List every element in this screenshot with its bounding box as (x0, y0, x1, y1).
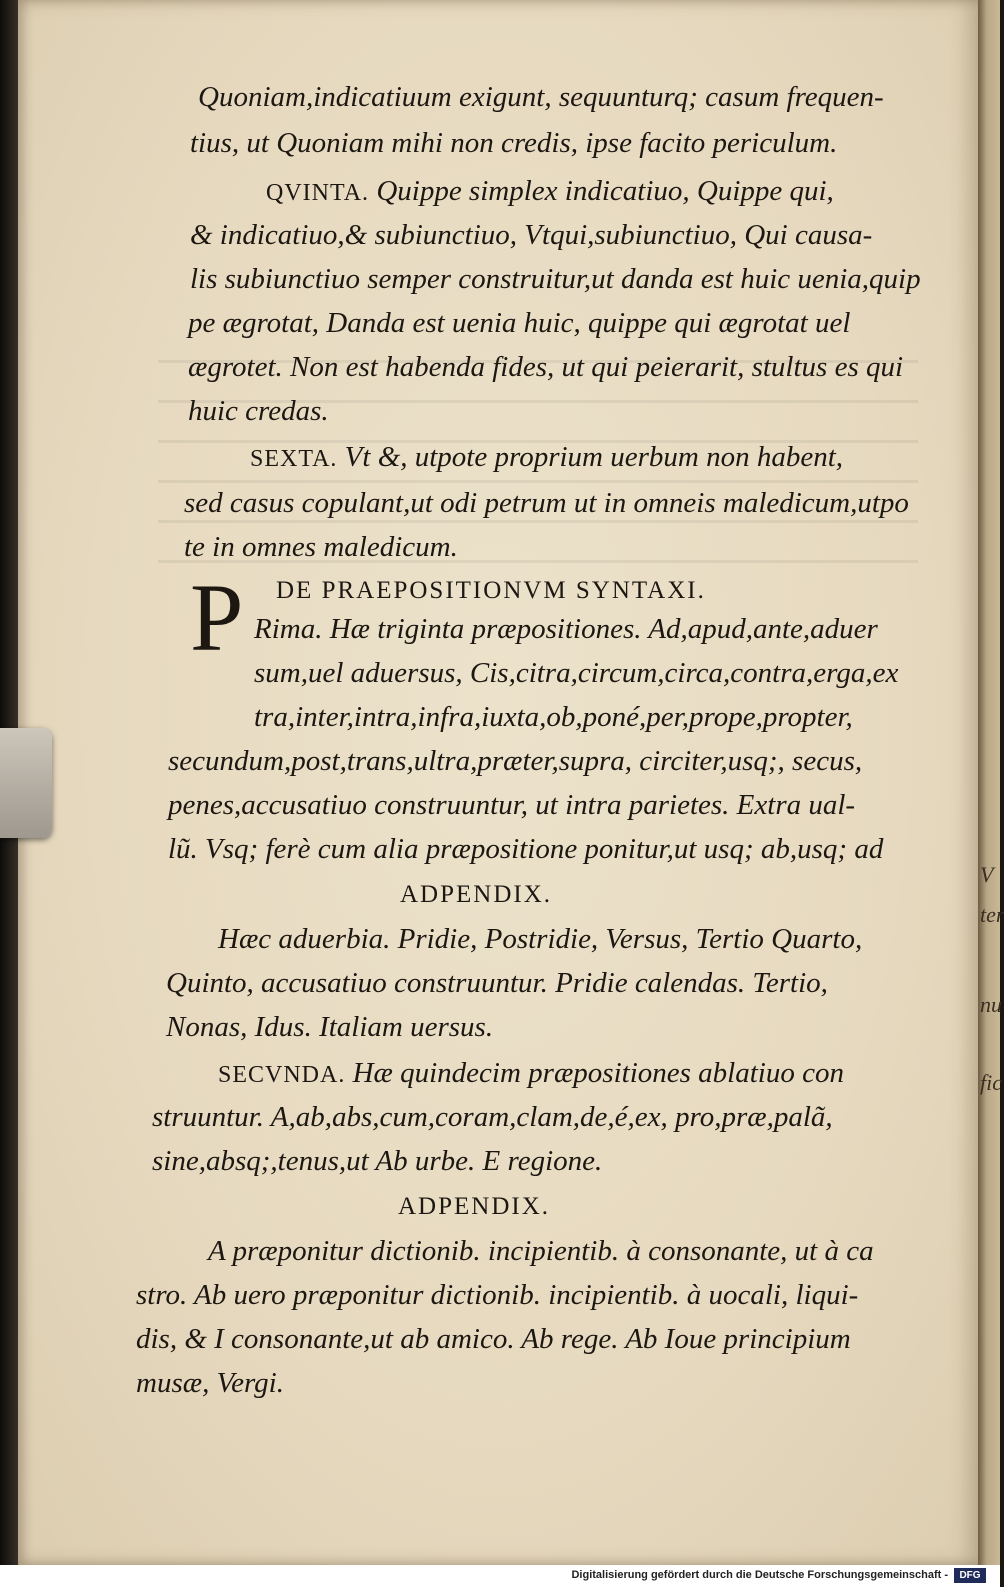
text-line: stro. Ab uero præponitur dictionib. incipientib. à uocali, liqui- (136, 1279, 859, 1311)
appendix-heading: ADPENDIX. (398, 1193, 551, 1220)
section-lead: SEXTA. (250, 446, 338, 472)
section-heading: DE PRAEPOSITIONVM SYNTAXI. (276, 577, 706, 604)
appendix-heading: ADPENDIX. (400, 881, 553, 908)
text-line: SECVNDA. Hæ quindecim præpositiones ablatiuo con (218, 1057, 844, 1089)
text-line: pe ægrotat, Danda est uenia huic, quippe qui ægrotat uel (188, 307, 851, 339)
text-line: penes,accusatiuo construuntur, ut intra parietes. Extra ual- (168, 789, 856, 821)
text-line: ægrotet. Non est habenda fides, ut qui peierarit, stultus es qui (188, 351, 904, 383)
adjacent-text-fragment: fic (980, 1070, 1002, 1095)
funding-credit: Digitalisierung gefördert durch die Deutsche Forschungsgemeinschaft - (571, 1569, 948, 1581)
dfg-logo: DFG (954, 1568, 986, 1583)
text-line: lis subiunctiuo semper construitur,ut danda est huic uenia,quip (190, 263, 921, 295)
text-line: & indicatiuo,& subiunctiuo, Vtqui,subiunctiuo, Qui causa- (190, 219, 873, 251)
section-lead: QVINTA. (266, 180, 370, 206)
text-line: sine,absq;,tenus,ut Ab urbe. E regione. (152, 1145, 603, 1177)
text-line: sed casus copulant,ut odi petrum ut in omneis maledicum,utpo (184, 487, 909, 519)
text-line: Quoniam,indicatiuum exigunt, sequunturq; casum frequen- (198, 81, 884, 113)
text-line: Nonas, Idus. Italiam uersus. (166, 1011, 494, 1043)
text-line: musæ, Vergi. (136, 1367, 284, 1399)
text-line: Quinto, accusatiuo construuntur. Pridie calendas. Tertio, (166, 967, 828, 999)
text-line: Rima. Hæ triginta præpositiones. Ad,apud,ante,aduer (254, 613, 878, 645)
text-line: A præponitur dictionib. incipientib. à consonante, ut à ca (208, 1235, 874, 1267)
text-line: QVINTA. Quippe simplex indicatiuo, Quippe qui, (266, 175, 834, 207)
book-page (18, 0, 978, 1565)
text-line: struuntur. A,ab,abs,cum,coram,clam,de,é,ex, pro,præ,palã, (152, 1101, 833, 1133)
footer-bar (0, 1565, 1000, 1587)
text-line: SEXTA. Vt &, utpote proprium uerbum non habent, (250, 441, 844, 473)
section-lead: SECVNDA. (218, 1062, 346, 1088)
page-clip-tab (0, 728, 52, 838)
text-line: sum,uel aduersus, Cis,citra,circum,circa,contra,erga,ex (254, 657, 899, 689)
text-line: secundum,post,trans,ultra,præter,supra, circiter,usq;, secus, (168, 745, 863, 777)
text-line: Hæc aduerbia. Pridie, Postridie, Versus, Tertio Quarto, (218, 923, 863, 955)
text-line: tius, ut Quoniam mihi non credis, ipse facito periculum. (190, 127, 838, 159)
text-line: dis, & I consonante,ut ab amico. Ab rege. Ab Ioue principium (136, 1323, 851, 1355)
text-line: tra,inter,intra,infra,iuxta,ob,poné,per,prope,propter, (254, 701, 853, 733)
adjacent-page-edge (978, 0, 1004, 1565)
adjacent-text-fragment: V (980, 862, 994, 887)
text-line: te in omnes maledicum. (184, 531, 458, 563)
drop-cap-initial: P (190, 564, 244, 671)
text-line: huic credas. (188, 395, 329, 427)
adjacent-text-fragment: nu (980, 992, 1002, 1017)
adjacent-text-fragment: ter (980, 902, 1004, 927)
text-line: lũ. Vsq; ferè cum alia præpositione ponitur,ut usq; ab,usq; ad (168, 833, 884, 865)
